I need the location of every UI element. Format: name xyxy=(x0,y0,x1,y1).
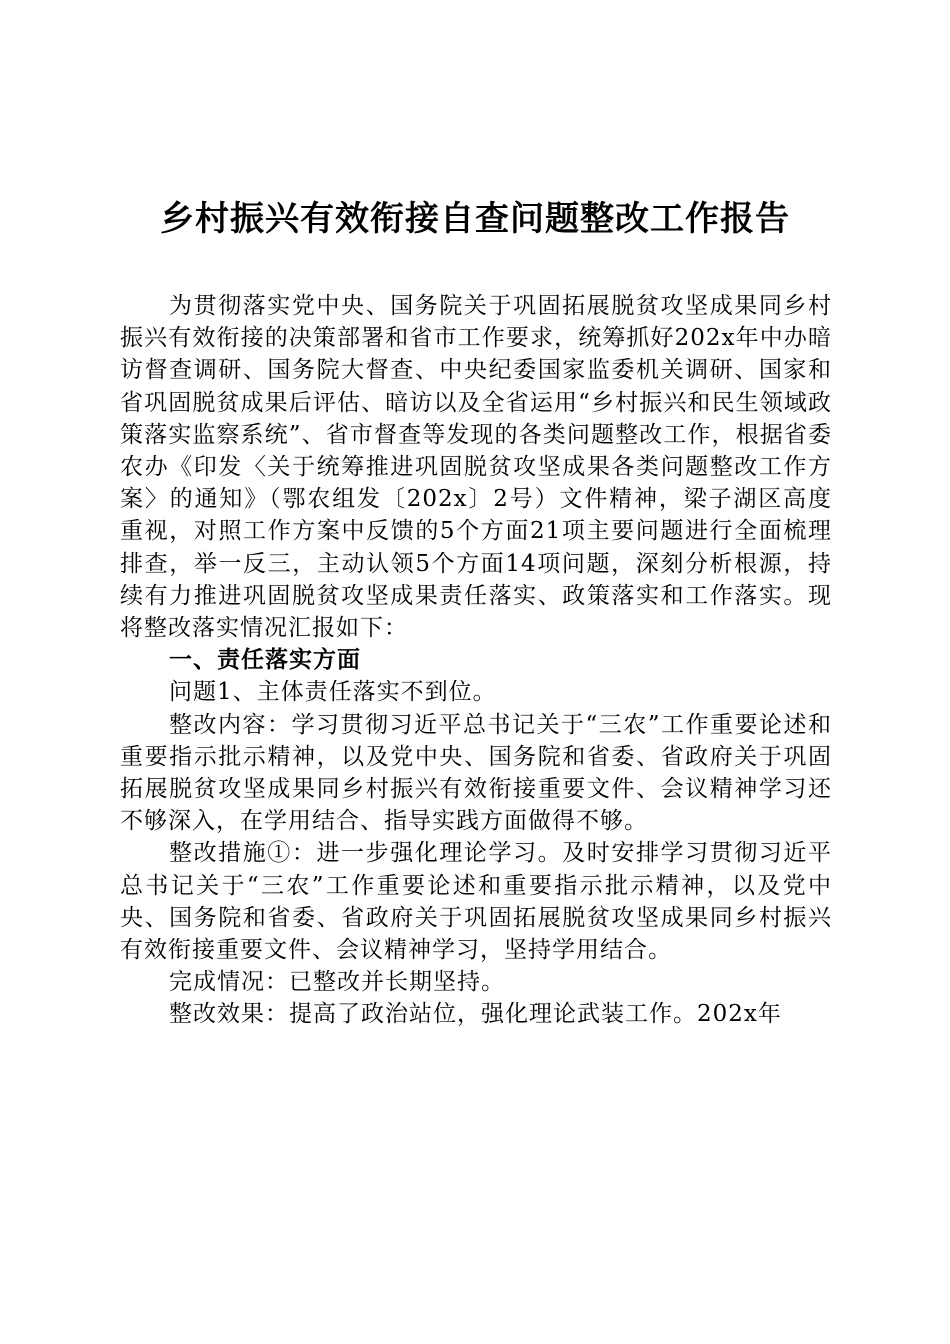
rectification-effect-paragraph: 整改效果：提高了政治站位，强化理论武装工作。202x年 xyxy=(169,1001,782,1028)
problem-paragraph: 问题1、主体责任落实不到位。 xyxy=(169,679,497,706)
document-title: 乡村振兴有效衔接自查问题整改工作报告 xyxy=(160,199,790,239)
intro-paragraph: 为贯彻落实党中央、国务院关于巩固拓展脱贫攻坚成果同乡村振兴有效衔接的决策部署和省市工作要求，统筹抓好202x年中办暗访督查调研、国务院大督查、中央纪委国家监委机关调研、国家和省巩固脱贫成果后评估、暗访以及全省运用“乡村振兴和民生领域政策落实监察系统”、省市督查等发现的各类问题整改工作，根据省委农办《印发〈关于统筹推进巩固脱贫攻坚成果各类问题整改工作方案〉的通知》（鄂农组发〔202x〕2号）文件精神，梁子湖区高度重视，对照工作方案中反馈的5个方面21项主要问题进行全面梳理排查，举一反三，主动认领5个方面14项问题，深刻分析根源，持续有力推进巩固脱贫攻坚成果责任落实、政策落实和工作落实。现将整改落实情况汇报如下： xyxy=(120,293,832,642)
rectification-measure-paragraph: 整改措施①：进一步强化理论学习。及时安排学习贯彻习近平总书记关于“三农”工作重要论述和重要指示批示精神，以及党中央、国务院和省委、省政府关于巩固拓展脱贫攻坚成果同乡村振兴有效衔接重要文件、会议精神学习，坚持学用结合。 xyxy=(120,840,832,964)
completion-status-paragraph: 完成情况：已整改并长期坚持。 xyxy=(169,969,505,996)
section-heading: 一、责任落实方面 xyxy=(169,647,361,674)
rectification-content-paragraph: 整改内容：学习贯彻习近平总书记关于“三农”工作重要论述和重要指示批示精神，以及党中央、国务院和省委、省政府关于巩固拓展脱贫攻坚成果同乡村振兴有效衔接重要文件、会议精神学习还不够深入，在学用结合、指导实践方面做得不够。 xyxy=(120,711,832,835)
document-body xyxy=(120,290,832,1031)
